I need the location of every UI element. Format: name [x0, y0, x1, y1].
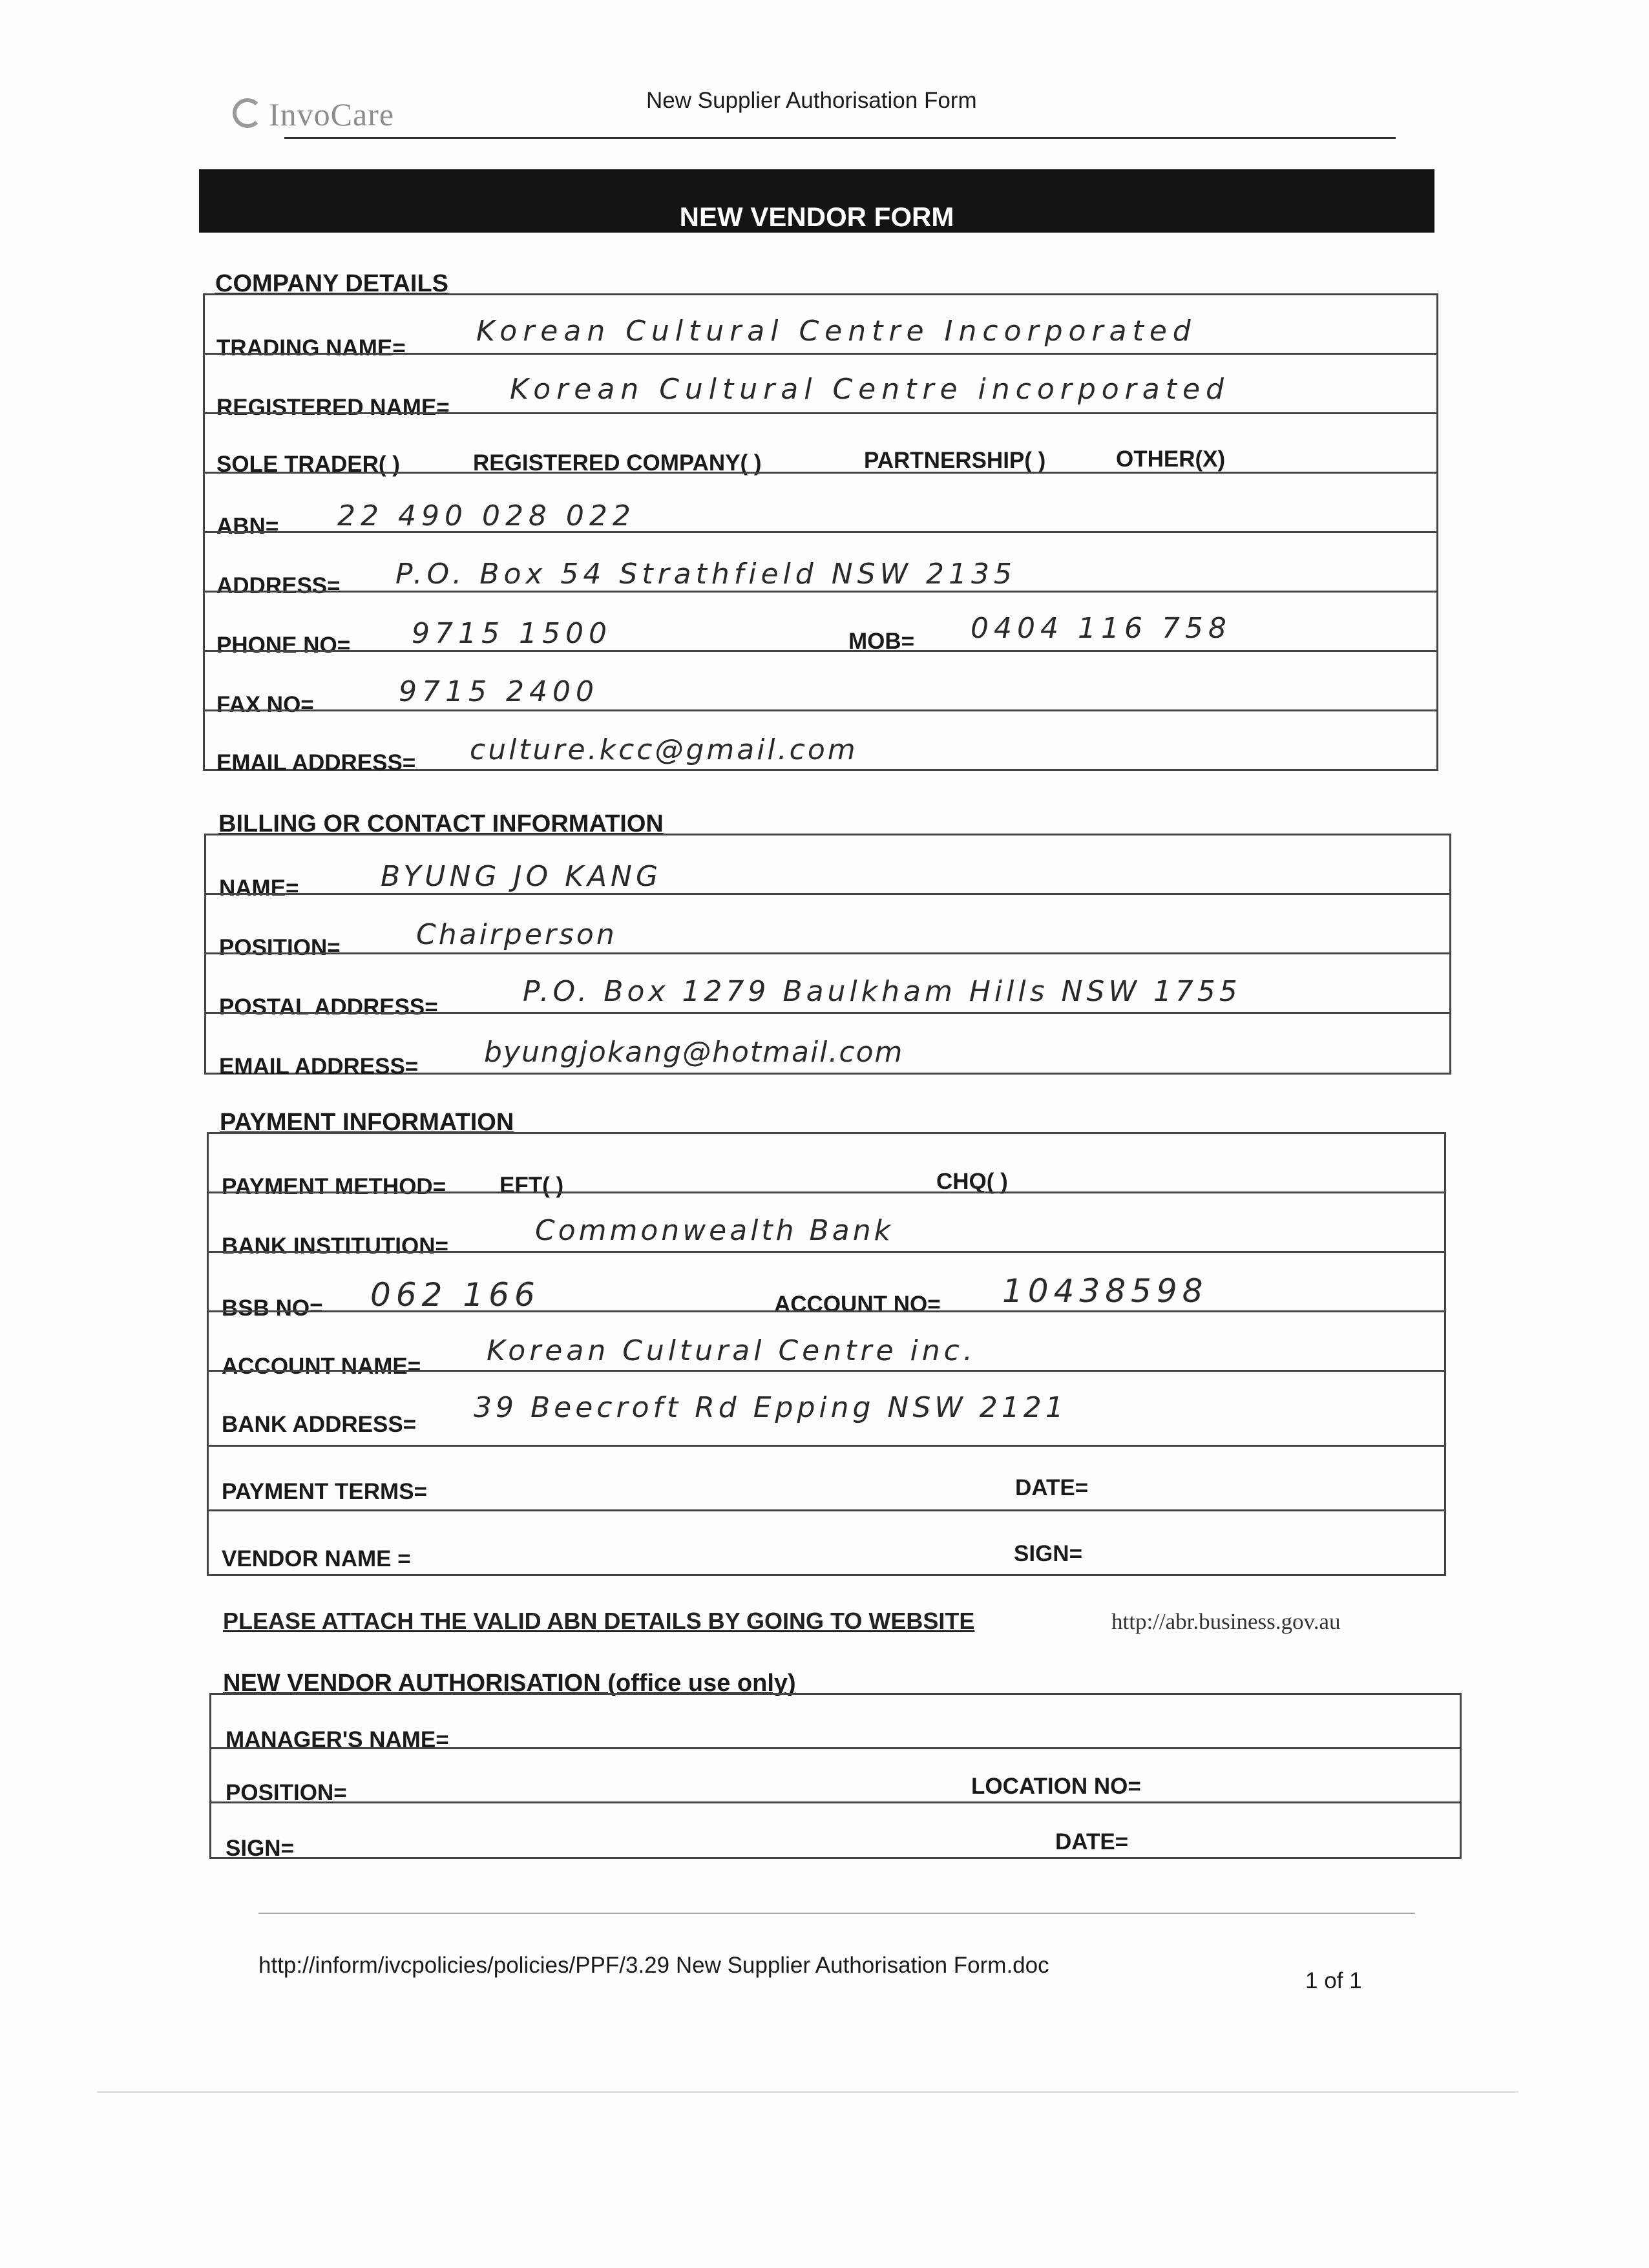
page-number: 1 of 1 — [1305, 1968, 1362, 1993]
contact-position-label: POSITION= — [219, 935, 341, 960]
trading-name-field[interactable]: Korean Cultural Centre Incorporated — [476, 315, 1197, 348]
company-email-field[interactable]: culture.kcc@gmail.com — [470, 733, 858, 766]
row-manager-sign — [211, 1801, 1460, 1861]
account-name-label: ACCOUNT NAME= — [222, 1354, 421, 1379]
manager-sign-label: SIGN= — [226, 1836, 295, 1861]
document-title: New Supplier Authorisation Form — [646, 88, 977, 113]
row-manager-position — [211, 1747, 1460, 1805]
row-account-name — [209, 1310, 1444, 1379]
row-manager-name — [211, 1693, 1460, 1752]
banner-title: NEW VENDOR FORM — [679, 202, 954, 232]
authorisation-heading: NEW VENDOR AUTHORISATION (office use only) — [223, 1670, 796, 1697]
authorisation-box — [209, 1693, 1462, 1859]
row-fax — [205, 650, 1436, 717]
postal-address-field[interactable]: P.O. Box 1279 Baulkham Hills NSW 1755 — [523, 975, 1241, 1008]
contact-name-label: NAME= — [219, 876, 299, 901]
attach-abn-note: PLEASE ATTACH THE VALID ABN DETAILS BY GOING TO WEBSITE — [223, 1608, 975, 1634]
row-vendor-name — [209, 1509, 1444, 1571]
payment-box — [207, 1132, 1446, 1576]
account-name-field[interactable]: Korean Cultural Centre inc. — [487, 1334, 976, 1367]
row-trading-name — [205, 293, 1436, 361]
row-entity-type — [205, 412, 1436, 477]
row-contact-email — [206, 1012, 1449, 1079]
billing-box — [204, 834, 1451, 1079]
manager-date-label: DATE= — [1055, 1829, 1129, 1854]
bank-address-label: BANK ADDRESS= — [222, 1412, 417, 1437]
contact-name-field[interactable]: BYUNG JO KANG — [381, 860, 662, 893]
bsb-field[interactable]: 062 166 — [370, 1276, 540, 1314]
abr-website-link[interactable]: http://abr.business.gov.au — [1111, 1609, 1341, 1634]
manager-position-label: POSITION= — [226, 1780, 347, 1805]
vendor-sign-label: SIGN= — [1014, 1541, 1083, 1566]
postal-address-label: POSTAL ADDRESS= — [219, 994, 438, 1020]
phone-field[interactable]: 9715 1500 — [412, 617, 612, 650]
trading-name-label: TRADING NAME= — [216, 335, 406, 361]
bank-address-field[interactable]: 39 Beecroft Rd Epping NSW 2121 — [474, 1391, 1067, 1424]
registered-company-option[interactable]: REGISTERED COMPANY( ) — [473, 450, 762, 476]
registered-name-label: REGISTERED NAME= — [216, 395, 450, 420]
company-details-heading: COMPANY DETAILS — [215, 270, 449, 297]
row-payment-method — [209, 1132, 1444, 1199]
row-contact-name — [206, 834, 1449, 901]
row-bsb-account — [209, 1251, 1444, 1321]
form-banner — [199, 169, 1434, 233]
abn-label: ABN= — [216, 514, 279, 539]
payment-method-label: PAYMENT METHOD= — [222, 1174, 446, 1199]
account-no-label: ACCOUNT NO= — [774, 1292, 941, 1317]
company-details-box — [203, 293, 1438, 775]
vendor-name-label: VENDOR NAME = — [222, 1546, 411, 1571]
row-contact-position — [206, 893, 1449, 960]
contact-position-field[interactable]: Chairperson — [416, 918, 617, 951]
header-rule — [284, 137, 1396, 139]
payment-date-label: DATE= — [1015, 1475, 1089, 1500]
mob-label: MOB= — [848, 629, 915, 654]
logo-ring-icon — [233, 98, 262, 128]
chq-option[interactable]: CHQ( ) — [936, 1169, 1008, 1194]
account-no-field[interactable]: 10438598 — [1002, 1272, 1208, 1310]
footer-file-path: http://inform/ivcpolicies/policies/PPF/3.29 New Supplier Authorisation Form.doc — [258, 1953, 1049, 1978]
phone-label: PHONE NO= — [216, 633, 351, 658]
billing-heading: BILLING OR CONTACT INFORMATION — [218, 810, 664, 837]
fax-field[interactable]: 9715 2400 — [399, 675, 599, 708]
contact-email-field[interactable]: byungjokang@hotmail.com — [484, 1036, 904, 1069]
row-abn — [205, 472, 1436, 539]
footer-rule — [258, 1913, 1415, 1914]
location-no-label: LOCATION NO= — [971, 1774, 1141, 1799]
fax-label: FAX NO= — [216, 692, 314, 717]
registered-name-field[interactable]: Korean Cultural Centre incorporated — [510, 373, 1230, 406]
sole-trader-option[interactable]: SOLE TRADER( ) — [216, 452, 400, 477]
row-bank-institution — [209, 1192, 1444, 1259]
partnership-option[interactable]: PARTNERSHIP( ) — [864, 448, 1046, 473]
abn-field[interactable]: 22 490 028 022 — [337, 499, 636, 532]
mob-field[interactable]: 0404 116 758 — [971, 612, 1232, 645]
bsb-label: BSB NO= — [222, 1296, 323, 1321]
bank-institution-field[interactable]: Commonwealth Bank — [535, 1214, 894, 1247]
other-option[interactable]: OTHER(X) — [1116, 446, 1226, 472]
row-payment-terms — [209, 1445, 1444, 1504]
scan-artifact-line — [97, 2091, 1518, 2093]
row-phone — [205, 591, 1436, 658]
row-bank-address — [209, 1370, 1444, 1437]
row-email — [205, 709, 1436, 775]
invocare-logo: InvoCare — [233, 96, 394, 133]
payment-heading: PAYMENT INFORMATION — [220, 1109, 514, 1136]
row-postal-address — [206, 952, 1449, 1020]
row-registered-name — [205, 353, 1436, 420]
row-address — [205, 531, 1436, 598]
bank-institution-label: BANK INSTITUTION= — [222, 1234, 448, 1259]
address-label: ADDRESS= — [216, 573, 341, 598]
address-field[interactable]: P.O. Box 54 Strathfield NSW 2135 — [395, 558, 1016, 591]
manager-name-label: MANAGER'S NAME= — [226, 1727, 449, 1752]
company-email-label: EMAIL ADDRESS= — [216, 750, 416, 775]
payment-terms-label: PAYMENT TERMS= — [222, 1479, 427, 1504]
eft-option[interactable]: EFT( ) — [499, 1173, 564, 1198]
contact-email-label: EMAIL ADDRESS= — [219, 1054, 419, 1079]
